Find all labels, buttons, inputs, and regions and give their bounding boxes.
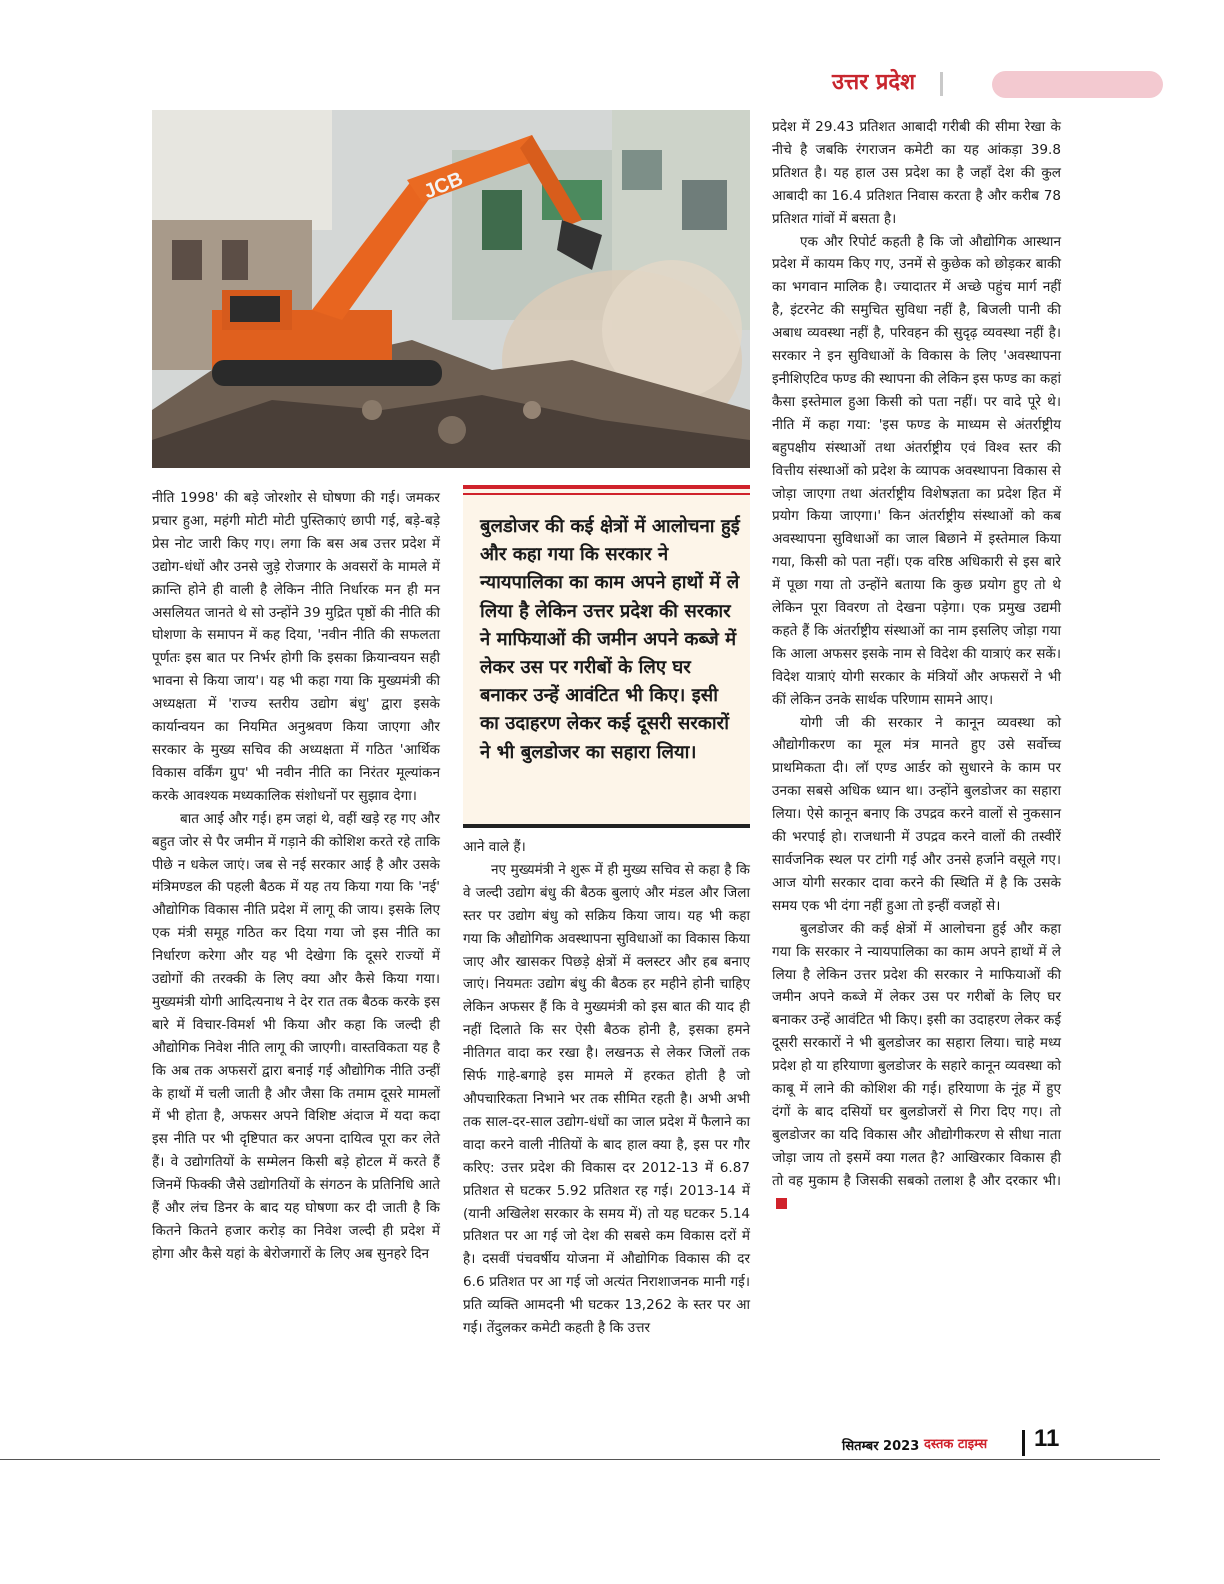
section-title: उत्तर प्रदेश [832,70,916,95]
excavator-demolition-photo [152,110,750,468]
paragraph-text: बुलडोजर की कई क्षेत्रों में आलोचना हुई और कहा गया कि सरकार ने न्यायपालिका का काम अपने हाथों में ले लिया है लेकिन उत्तर प्रदेश की सरकार ने माफियाओं की जमीन अपने कब्जे में लेकर उस पर गरीबों के लिए घर बनाकर उन्हें आवंटित भी किए। इसी का उदाहरण लेकर कई दूसरी सरकारों ने भी बुलडोजर का सहारा लिया। चाहे मध्य प्रदेश हो या हरियाणा बुलडोजर के सहारे कानून व्यवस्था को काबू में लाने की कोशिश की गई। हरियाणा के नूंह में हुए दंगों के बाद दसियों घर बुलडोजरों से गिरा दिए गए। तो बुलडोजर का यदि विकास और औद्योगीकरण से सीधा नाता जोड़ा जाय तो इसमें क्या गलत है? आखिरकार विकास ही तो वह मुकाम है जिसकी सबको तलाश है और दरकार भी। [772,920,1061,1189]
paragraph: प्रदेश में 29.43 प्रतिशत आबादी गरीबी की सीमा रेखा के नीचे है जबकि रंगराजन कमेटी का यह आंकड़ा 39.8 प्रतिशत है। यह हाल उस प्रदेश का है जहाँ देश की कुल आबादी का 16.4 प्रतिशत निवास करता है और करीब 78 प्रतिशत गांवों में बसता है। [772,119,1061,227]
end-mark-icon [776,1198,787,1209]
footer-rule [0,1459,1160,1460]
page-number: 11 [1034,1425,1060,1452]
article-photo [152,110,750,468]
article-column-2 [463,836,750,1340]
section-pill-decoration [992,71,1163,98]
paragraph: नीति 1998' की बड़े जोरशोर से घोषणा की गई। जमकर प्रचार हुआ, महंगी मोटी मोटी पुस्तिकाएं छापी गई, बड़े-बड़े प्रेस नोट जारी किए गए। लगा कि बस अब उत्तर प्रदेश में उद्योग-धंधों और उनसे जुड़े रोजगार के अवसरों के मामले में क्रान्ति होने ही वाली है लेकिन नीति निर्धारक मन ही मन असलियत जानते थे सो उन्होंने 39 मुद्रित पृष्ठों की नीति की घोशणा के समापन में कह दिया, 'नवीन नीति की सफलता पूर्णतः इस बात पर निर्भर होगी कि इसका क्रियान्वयन सही भावना से किया जाय'। यह भी कहा गया कि मुख्यमंत्री की अध्यक्षता में 'राज्य स्तरीय उद्योग बंधु' द्वारा इसके कार्यान्वयन का नियमित अनुश्रवण किया जाएगा और सरकार के मुख्य सचिव की अध्यक्षता में गठित 'आर्थिक विकास वर्किंग ग्रुप' भी नवीन नीति का निरंतर मूल्यांकन करके आवश्यक मध्यकालिक संशोधनों पर सुझाव देगा। [152,490,440,804]
paragraph: योगी जी की सरकार ने कानून व्यवस्था को औद्योगीकरण का मूल मंत्र मानते हुए उसे सर्वोच्च प्राथमिकता दी। लॉ एण्ड आर्डर को सुधारने के काम पर उनका सबसे अधिक ध्यान था। उन्होंने बुलडोजर का सहारा लिया। ऐसे कानून बनाए कि उपद्रव करने वालों से नुकसान की भरपाई हो। राजधानी में उपद्रव करने वालों की तस्वीरें सार्वजनिक स्थल पर टांगी गई और उनसे हर्जाने वसूले गए। आज योगी सरकार दावा करने की स्थिति में है कि उसके समय एक भी दंगा नहीं हुआ तो इन्हीं वजहों से। [772,714,1061,914]
footer-divider [1022,1430,1025,1456]
article-column-3 [772,116,1061,1216]
article-column-1 [152,487,440,1266]
pull-quote-bottom-rule [463,824,750,828]
paragraph: बात आई और गई। हम जहां थे, वहीं खड़े रह गए और बहुत जोर से पैर जमीन में गड़ाने की कोशिश करते रहे ताकि पीछे न धकेल जाएं। जब से नई सरकार आई है और उसके मंत्रिमण्डल की पहली बैठक में यह तय किया गया कि 'नई' औद्योगिक विकास नीति प्रदेश में लागू की जाय। इसके लिए एक मंत्री समूह गठित कर दिया गया जो इस नीति का निर्धारण करेगा और यह भी देखेगा कि दूसरे राज्यों में उद्योगों की तरक्की के लिए क्या और कैसे किया गया। मुख्यमंत्री योगी आदित्यनाथ ने देर रात तक बैठक करके इस बारे में विचार-विमर्श भी किया और कहा कि जल्दी ही औद्योगिक निवेश नीति लागू की जाएगी। वास्तविकता यह है कि अब तक अफसरों द्वारा बनाई गई औद्योगिक नीति उन्हीं के हाथों में चली जाती है और जैसा कि तमाम दूसरे मामलों में भी होता है, अफसर अपने विशिष्ट अंदाज में यदा कदा इस नीति पर भी दृष्टिपात कर अपना दायित्व पूरा कर लेते हैं। वे उद्योगतियों के सम्मेलन किसी बड़े होटल में करते हैं जिनमें फिक्की जैसे उद्योगतियों के संगठन के प्रतिनिधि आते हैं और लंच डिनर के बाद यह घोषणा कर दी जाती है कि कितने कितने हजार करोड़ का निवेश जल्दी ही प्रदेश में होगा और कैसे यहां के बेरोजगारों के लिए अब सुनहरे दिन [152,810,440,1262]
paragraph [772,918,1061,1216]
paragraph: आने वाले हैं। [463,839,526,855]
pull-quote [463,485,750,828]
pull-quote-top-rule [463,485,750,489]
paragraph: एक और रिपोर्ट कहती है कि जो औद्योगिक आस्थान प्रदेश में कायम किए गए, उनमें से कुछेक को छोड़कर बाकी का भगवान मालिक है। ज्यादातर में अच्छे पहुंच मार्ग नहीं है, इंटरनेट की समुचित सुविधा नहीं है, बिजली पानी की अबाध व्यवस्था नहीं है, परिवहन की सुदृढ़ व्यवस्था नहीं है। सरकार ने इन सुविधाओं के विकास के लिए 'अवस्थापना इनीशिएटिव फण्ड की स्थापना की लेकिन इस फण्ड का कहां कैसा इस्तेमाल हुआ किसी को पता नहीं। पर वादे पूरे थे। नीति में कहा गया: 'इस फण्ड के माध्यम से अंतर्राष्ट्रीय बहुपक्षीय संस्थाओं तथा अंतर्राष्ट्रीय एवं विश्व स्तर की वित्तीय संस्थाओं को प्रदेश के व्यापक अवस्थापना विकास से जोड़ा जाएगा तथा अंतर्राष्ट्रीय विशेषज्ञता का प्रदेश हित में प्रयोग किया जाएगा।' किन अंतर्राष्ट्रीय संस्थाओं को कब अवस्थापना सुविधाओं का जाल बिछाने में इस्तेमाल किया गया, किसी को पता नहीं। एक वरिष्ठ अधिकारी से इस बारे में पूछा गया तो उन्होंने बताया कि कुछ प्रयोग हुए तो थे लेकिन पूरा विवरण तो देखना पड़ेगा। एक प्रमुख उद्यमी कहते हैं कि अंतर्राष्ट्रीय संस्थाओं का नाम इसलिए जोड़ा गया कि आला अफसर इसके नाम से विदेश की यात्राएं कर सकें। विदेश यात्राएं योगी सरकार के मंत्रियों और अफसरों ने भी कीं लेकिन उनके सार्थक परिणाम सामने आए। [772,233,1061,708]
pull-quote-top-line [463,493,750,495]
pull-quote-text: बुलडोजर की कई क्षेत्रों में आलोचना हुई और कहा गया कि सरकार ने न्यायपालिका का काम अपने हाथों में ले लिया है लेकिन उत्तर प्रदेश की सरकार ने माफियाओं की जमीन अपने कब्जे में लेकर उस पर गरीबों के लिए घर बनाकर उन्हें आवंटित भी किए। इसी का उदाहरण लेकर कई दूसरी सरकारों ने भी बुलडोजर का सहारा लिया। [480,516,740,763]
footer-brand: दस्तक टाइम्स [924,1437,988,1452]
footer-date: सितम्बर 2023 [842,1439,920,1454]
jcb-label: JCB [420,167,467,204]
paragraph: नए मुख्यमंत्री ने शुरू में ही मुख्य सचिव से कहा है कि वे जल्दी उद्योग बंधु की बैठक बुलाएं और मंडल और जिला स्तर पर उद्योग बंधु को सक्रिय किया जाय। यह भी कहा गया कि औद्योगिक अवस्थापना सुविधाओं का विकास किया जाए और खासकर पिछड़े क्षेत्रों में क्लस्टर और हब बनाए जाएं। नियमतः उद्योग बंधु की बैठक हर महीने होनी चाहिए लेकिन अफसर हैं कि वे मुख्यमंत्री को इस बात की याद ही नहीं दिलाते कि सर ऐसी बैठक होनी है, इसका हमने नीतिगत वादा कर रखा है। लखनऊ से लेकर जिलों तक सिर्फ गाहे-बगाहे इस मामले में हरकत होती है जो औपचारिकता निभाने भर तक सीमित रहती है। अभी अभी तक साल-दर-साल उद्योग-धंधों का जाल प्रदेश में फैलाने का वादा करने वाली नीतियों के बाद हाल क्या है, इस पर गौर करिए: उत्तर प्रदेश की विकास दर 2012-13 में 6.87 प्रतिशत से घटकर 5.92 प्रतिशत रह गई। 2013-14 में (यानी अखिलेश सरकार के समय में) तो यह घटकर 5.14 प्रतिशत पर आ गई जो देश की सबसे कम विकास दरों में है। दसवीं पंचवर्षीय योजना में औद्योगिक विकास की दर 6.6 प्रतिशत पर आ गई जो अत्यंत निराशाजनक मानी गई। प्रति व्यक्ति आमदनी भी घटकर 13,262 के स्तर पर आ गई। तेंदुलकर कमेटी कहती है कि उत्तर [463,861,750,1337]
section-divider [940,72,943,96]
